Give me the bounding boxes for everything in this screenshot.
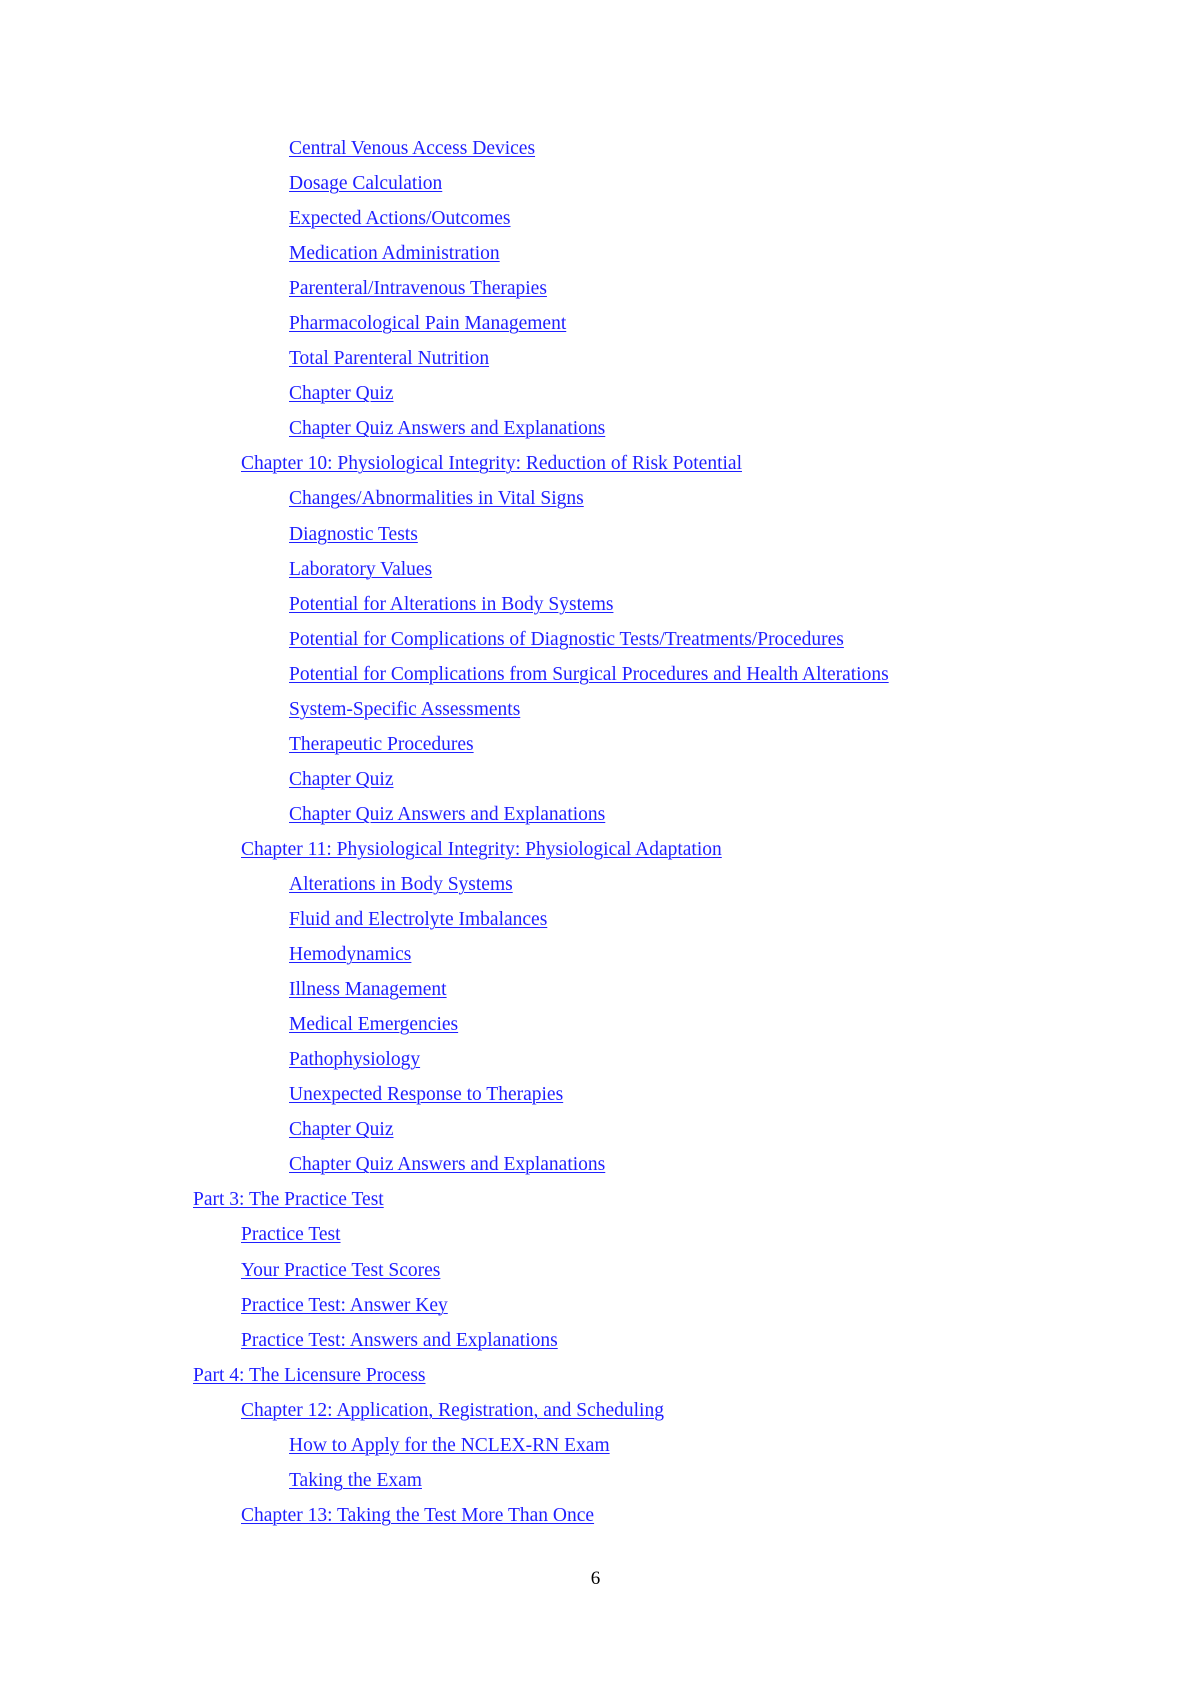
toc-entry — [0, 762, 1191, 797]
toc-entry — [0, 131, 1191, 166]
toc-section-link[interactable]: Central Venous Access Devices — [289, 138, 536, 159]
toc-section-link[interactable]: Laboratory Values — [289, 558, 433, 580]
toc-section-link[interactable]: Potential for Complications of Diagnostic Tests/Treatments/Procedures — [289, 628, 844, 650]
toc-section-link[interactable]: Diagnostic Tests — [289, 523, 418, 545]
page-number: 6 — [590, 1568, 601, 1589]
toc-chapter-link[interactable]: Practice Test: Answers and Explanations — [241, 1329, 558, 1351]
toc-entry — [0, 271, 1191, 306]
toc-section-link[interactable]: Parenteral/Intravenous Therapies — [289, 278, 547, 300]
toc-part-link[interactable]: Part 4: The Licensure Process — [193, 1364, 426, 1386]
toc-entry — [0, 236, 1191, 271]
toc-chapter-link[interactable]: Chapter 10: Physiological Integrity: Reduction of Risk Potential — [241, 453, 742, 475]
toc-section-link[interactable]: Illness Management — [289, 979, 447, 1001]
toc-section-link[interactable]: Chapter Quiz — [289, 1119, 394, 1141]
toc-chapter-link[interactable]: Your Practice Test Scores — [241, 1259, 441, 1281]
toc-chapter-link[interactable]: Chapter 11: Physiological Integrity: Physiological Adaptation — [241, 838, 722, 860]
toc-section-link[interactable]: Chapter Quiz Answers and Explanations — [289, 803, 606, 825]
toc-entry — [0, 306, 1191, 341]
toc-entry — [0, 1182, 1191, 1217]
toc-chapter-link[interactable]: Chapter 13: Taking the Test More Than Once — [241, 1504, 595, 1526]
toc-entry — [0, 657, 1191, 692]
toc-entry — [0, 1112, 1191, 1147]
toc-entry — [0, 902, 1191, 937]
toc-entry — [0, 832, 1191, 867]
toc-entry — [0, 166, 1191, 201]
toc-entry — [0, 1498, 1191, 1533]
toc-entry — [0, 727, 1191, 762]
toc-entry — [0, 1217, 1191, 1252]
toc-entry — [0, 972, 1191, 1007]
toc-entry — [0, 797, 1191, 832]
toc-section-link[interactable]: Expected Actions/Outcomes — [289, 208, 511, 230]
toc-section-link[interactable]: Taking the Exam — [289, 1469, 422, 1491]
toc-section-link[interactable]: Chapter Quiz Answers and Explanations — [289, 418, 606, 440]
toc-section-link[interactable]: Medical Emergencies — [289, 1014, 459, 1036]
toc-entry — [0, 201, 1191, 236]
toc-section-link[interactable]: Fluid and Electrolyte Imbalances — [289, 909, 548, 931]
toc-section-link[interactable]: System-Specific Assessments — [289, 698, 521, 720]
toc-section-link[interactable]: Potential for Alterations in Body Systems — [289, 593, 614, 615]
toc-entry — [0, 411, 1191, 446]
toc-entry — [0, 376, 1191, 411]
toc-section-link[interactable]: Potential for Complications from Surgical Procedures and Health Alterations — [289, 663, 889, 685]
toc-entry — [0, 1288, 1191, 1323]
toc-entry — [0, 1358, 1191, 1393]
toc-entry — [0, 1323, 1191, 1358]
toc-entry — [0, 1042, 1191, 1077]
toc-section-link[interactable]: Unexpected Response to Therapies — [289, 1084, 564, 1106]
toc-section-link[interactable]: Medication Administration — [289, 243, 500, 265]
toc-section-link[interactable]: How to Apply for the NCLEX-RN Exam — [289, 1434, 610, 1456]
toc-section-link[interactable]: Pathophysiology — [289, 1049, 421, 1071]
toc-entry — [0, 1428, 1191, 1463]
toc-entry — [0, 1463, 1191, 1498]
toc-entry — [0, 446, 1191, 481]
toc-entry — [0, 587, 1191, 622]
toc-entry — [0, 481, 1191, 516]
toc-section-link[interactable]: Therapeutic Procedures — [289, 733, 474, 755]
toc-entry — [0, 1393, 1191, 1428]
toc-chapter-link[interactable]: Chapter 12: Application, Registration, and Scheduling — [241, 1399, 664, 1421]
toc-entry — [0, 622, 1191, 657]
toc-entry — [0, 341, 1191, 376]
toc-chapter-link[interactable]: Practice Test: Answer Key — [241, 1294, 448, 1316]
toc-entry — [0, 552, 1191, 587]
toc-part-link[interactable]: Part 3: The Practice Test — [193, 1189, 384, 1211]
table-of-contents — [0, 131, 1191, 1533]
toc-section-link[interactable]: Chapter Quiz Answers and Explanations — [289, 1154, 606, 1176]
toc-section-link[interactable]: Total Parenteral Nutrition — [289, 348, 490, 370]
toc-section-link[interactable]: Hemodynamics — [289, 944, 412, 966]
toc-entry — [0, 1147, 1191, 1182]
toc-entry — [0, 1077, 1191, 1112]
toc-entry — [0, 1253, 1191, 1288]
toc-chapter-link[interactable]: Practice Test — [241, 1224, 341, 1246]
toc-section-link[interactable]: Chapter Quiz — [289, 768, 394, 790]
toc-entry — [0, 937, 1191, 972]
toc-entry — [0, 517, 1191, 552]
toc-section-link[interactable]: Changes/Abnormalities in Vital Signs — [289, 488, 584, 510]
toc-entry — [0, 1007, 1191, 1042]
toc-section-link[interactable]: Chapter Quiz — [289, 383, 394, 405]
toc-section-link[interactable]: Pharmacological Pain Management — [289, 313, 567, 335]
toc-section-link[interactable]: Alterations in Body Systems — [289, 873, 513, 895]
toc-entry — [0, 867, 1191, 902]
toc-entry — [0, 692, 1191, 727]
toc-section-link[interactable]: Dosage Calculation — [289, 173, 443, 195]
